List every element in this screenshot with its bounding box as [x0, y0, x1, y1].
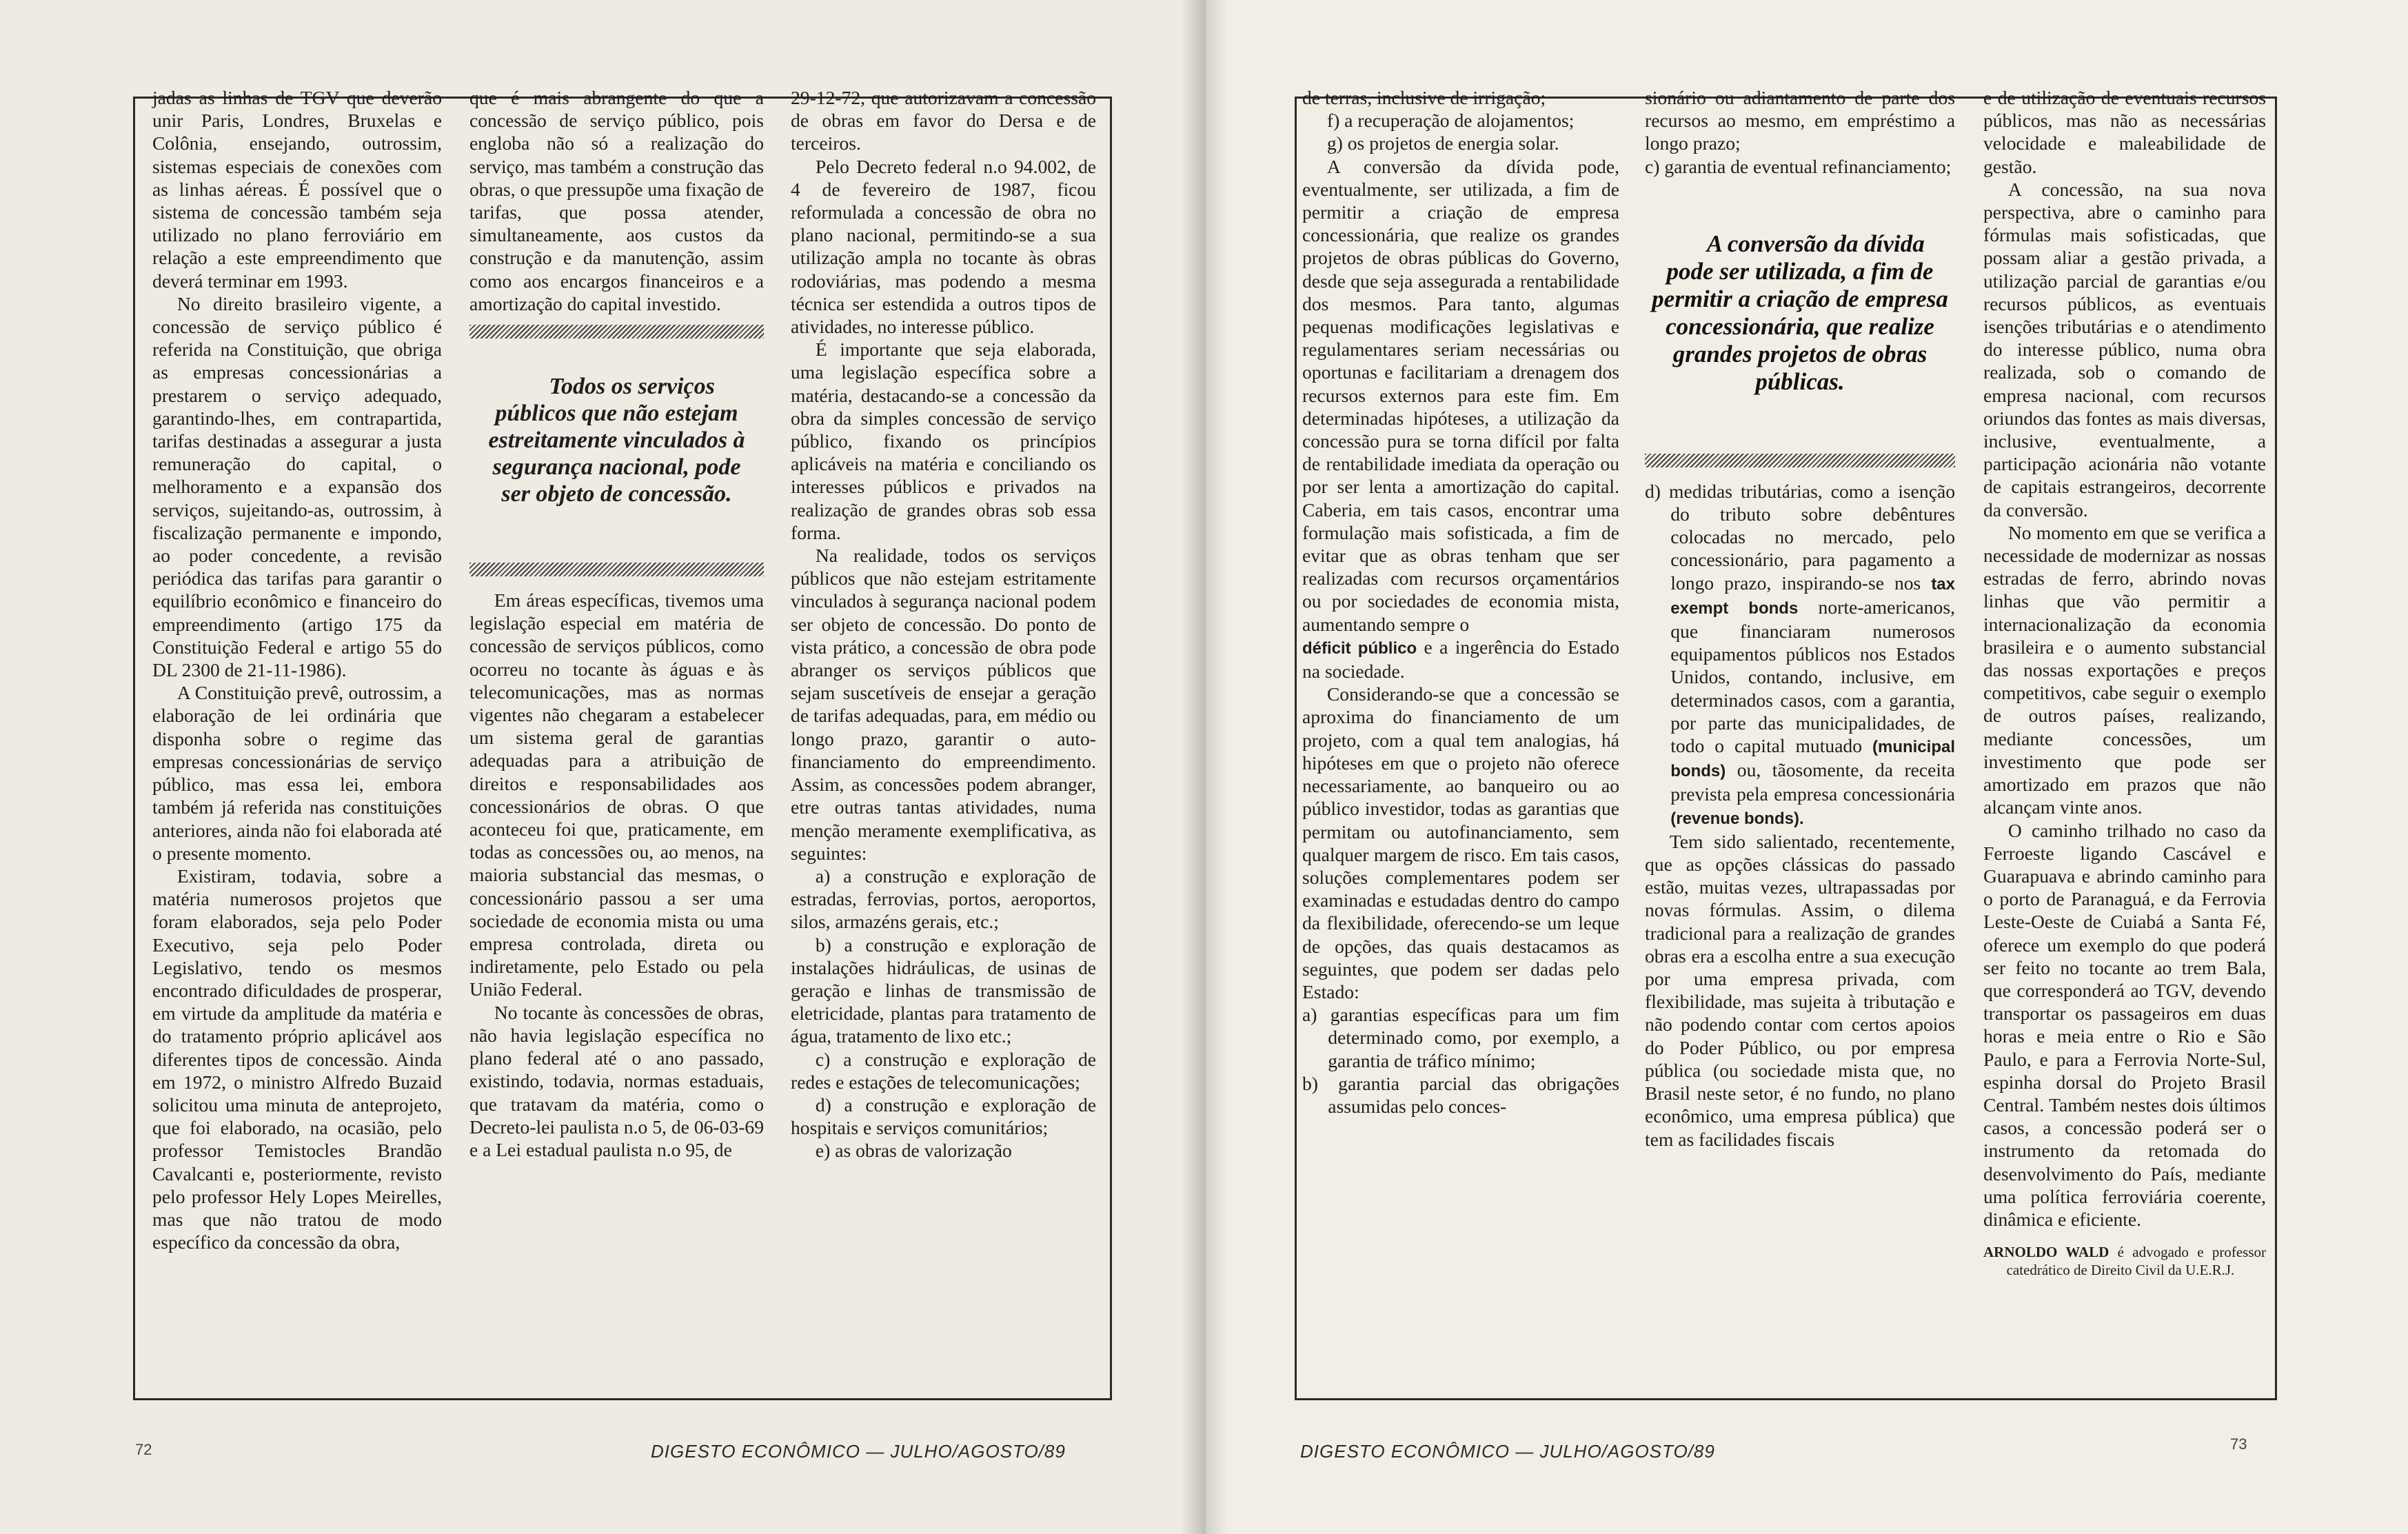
- paragraph: É importante que seja elaborada, uma legislação específica sobre a matéria, destacando-se a concessão da obra da simples concessão de serviço público, fixando os princípios aplicáveis na matéria e conciliando os interesses públicos e privados na realização de grandes obras sob essa forma.: [791, 339, 1096, 543]
- page-number: 72: [135, 1441, 152, 1458]
- left-column-3: [791, 86, 1096, 1162]
- paragraph: Existiram, todavia, sobre a matéria numerosos projetos que foram elaborados, seja pelo Poder Executivo, seja pelo Poder Legislativo, tendo os mesmos encontrado dificuldades de prosperar, em virtude da amplitude da matéria e do tratamento próprio aplicável aos diferentes tipos de concessão. Ainda em 1972, o ministro Alfredo Buzaid solicitou uma minuta de anteprojeto, que foi elaborado, na ocasião, pelo professor Temistocles Brandão Cavalcanti e, posteriormente, revisto pelo professor Hely Lopes Meirelles, mas que não tratou de modo específico da concessão da obra,: [152, 865, 442, 1253]
- list-item: a) garantias específicas para um fim determinado como, por exemplo, a garantia de tráfico mínimo;: [1302, 1004, 1619, 1071]
- pull-quote: A conversão da dívida pode ser utilizada, a fim de permitir a criação de empresa concessionária, que realize grandes projetos de obras públicas.: [1652, 230, 1948, 395]
- author-bio: é advogado e professor catedrático de Direito Civil da U.E.R.J.: [2006, 1244, 2267, 1279]
- paragraph: sionário ou adiantamento de parte dos recursos ao mesmo, em empréstimo a longo prazo;: [1645, 87, 1955, 154]
- paragraph: O caminho trilhado no caso da Ferroeste ligando Cascável e Guarapuava e abrindo caminho para o porto de Paranaguá, e da Ferrovia Leste-Oeste de Cuiabá a Santa Fé, oferece um exemplo do que poderá ser feito no tocante ao trem Bala, que corresponderá ao TGV, devendo transportar os passageiros em duas horas e meia entre o Rio e São Paulo, e para a Ferrovia Norte-Sul, espinha dorsal do Projeto Brasil Central. Também nestes dois últimos casos, a concessão poderá ser o instrumento da retomada do desenvolvimento do País, mediante uma política ferroviária coerente, dinâmica e eficiente.: [1983, 819, 2266, 1230]
- inline-text: norte-americanos, que financiaram numerosos equipamentos públicos nos Estados Unidos, contando, inclusive, em determinados casos, com a garantia, por parte das municipalidades, de todo o capital mutuado: [1670, 596, 1955, 757]
- footer-title: DIGESTO ECONÔMICO — JULHO/AGOSTO/89: [651, 1441, 1066, 1462]
- hatched-divider: [469, 563, 764, 576]
- hatched-divider: [469, 325, 764, 339]
- options-list-cont: [1645, 155, 1955, 178]
- hatched-divider: [1645, 454, 1955, 467]
- paragraph: 29-12-72, que autorizavam a concessão de obras em favor do Dersa e de terceiros.: [791, 87, 1096, 154]
- paragraph: A concessão, na sua nova perspectiva, abre o caminho para fórmulas mais sofisticadas, que possam aliar a gestão privada, a utilização parcial de garantias e/ou recursos públicos, as eventuais isenções tributárias e o atendimento do interesse público, numa obra realizada, sob o comando de empresa nacional, com recursos oriundos das fontes as mais diversas, inclusive, eventualmente, a participação acionária não votante de capitais estrangeiros, decorrente da conversão.: [1983, 178, 2266, 521]
- bond-term: (revenue bonds).: [1670, 809, 1804, 828]
- inline-text: e a ingerência do Estado na sociedade.: [1302, 636, 1619, 683]
- right-column-2: [1645, 86, 1955, 1151]
- paragraph: jadas as linhas de TGV que deverão unir Paris, Londres, Bruxelas e Colônia, ensejando, outrossim, sistemas especiais de conexões com as linhas aéreas. É possível que o sistema de concessão também seja utilizado no plano ferroviário em relação a este empreendimento que deverá terminar em 1993.: [152, 87, 442, 292]
- tax-measures-item: [1645, 480, 1955, 830]
- list-item: [1645, 480, 1955, 830]
- list-item: f) a recuperação de alojamentos;: [1326, 110, 1575, 132]
- paragraph: Tem sido salientado, recentemente, que as opções clássicas do passado estão, muitas vezes, ultrapassadas por novas fórmulas. Assim, o dilema tradicional para a realização de grandes obras era a escolha entre a sua execução por uma empresa privada, com flexibilidade, mas sujeita à tributação e não podendo contar com certos apoios do Poder Público, ou por empresa pública (ou sociedade mista que, no Brasil neste setor, é no fundo, no plano econômico, uma empresa pública) que tem as facilidades fiscais: [1645, 830, 1955, 1150]
- list-item: b) a construção e exploração de instalações hidráulicas, de usinas de geração e linhas de transmissão de eletricidade, plantas para tratamento de água, tratamento de lixo etc.;: [791, 933, 1096, 1047]
- paragraph: e de utilização de eventuais recursos públicos, mas não as necessárias velocidade e maleabilidade de gestão.: [1983, 87, 2266, 177]
- paragraph-continued: [1302, 636, 1619, 683]
- pull-quote: Todos os serviços públicos que não estejam estreitamente vinculados à segurança nacional, pode ser objeto de concessão.: [488, 374, 745, 507]
- left-column-1: [152, 86, 442, 1253]
- paragraph: A conversão da dívida pode, eventualmente, ser utilizada, a fim de permitir a criação de empresa concessionária, que realize os grandes projetos de obras públicas do Governo, desde que seja assegurada a rentabilidade dos mesmos. Para tanto, algumas pequenas modificações legislativas e regulamentares seriam necessárias ou oportunas e facilitariam a drenagem dos recursos externos para este fim. Em determinadas hipóteses, a utilização da concessão pura se torna difícil por falta de rentabilidade imediata da operação ou por ser lenta a amortização do capital. Caberia, em tais casos, encontrar uma formulação mais sofisticada, a fim de evitar que as obras tenham que ser realizadas com recursos orçamentários ou por sociedades de economia mista, aumentando sempre o: [1302, 155, 1619, 635]
- paragraph: Considerando-se que a concessão se aproxima do financiamento de um projeto, com a qual tem analogias, há hipóteses em que o projeto não oferece necessariamente, ao banqueiro ou ao público investidor, todas as garantias que permitam ou autofinanciamento, sem qualquer margem de risco. Em tais casos, soluções complementares podem ser examinadas e estudadas dentro do campo da flexibilidade, oferecendo-se um leque de opções, das quais destacamos as seguintes, que podem ser dadas pelo Estado:: [1302, 683, 1619, 1002]
- paragraph: No direito brasileiro vigente, a concessão de serviço público é referida na Constituição, que obriga as empresas concessionárias a prestarem o serviço adequado, garantindo-lhes, em contrapartida, tarifas destinadas a assegurar a justa remuneração do capital, o melhoramento e a expansão dos serviços, sujeitando-as, outrossim, à fiscalização permanente e impondo, ao poder concedente, a revisão periódica das tarifas para garantir o equilíbrio econômico e financeiro do empreendimento (artigo 175 da Constituição Federal e artigo 55 do DL 2300 de 21-11-1986).: [152, 292, 442, 681]
- inline-text: ou, tãosomente, da receita prevista pela empresa concessionária: [1670, 759, 1956, 805]
- paragraph: No momento em que se verifica a necessidade de modernizar as nossas estradas de ferro, abrindo novas linhas que vão permitir a internacionalização da economia brasileira e o aumento substancial das nossas exportações e preços competitivos, cabe seguir o exemplo de outros países, realizando, mediante concessões, um investimento que pode ser amortizado em prazos que não alcançam vinte anos.: [1983, 521, 2266, 818]
- book-gutter-shadow: [1180, 0, 1228, 1534]
- paragraph: Em áreas específicas, tivemos uma legislação especial em matéria de concessão de serviços públicos, como ocorreu no tocante às águas e às telecomunicações, mas as normas vigentes não chegaram a estabelecer um sistema geral de garantias adequadas para a atribuição de direitos e responsabilidades aos concessionários de obras. O que aconteceu foi que, praticamente, em todas as concessões ou, ao menos, na maioria substancial das mesmas, o concessionário passou a ser uma sociedade de economia mista ou uma empresa controlada, direta ou indiretamente, pelo Estado ou pela União Federal.: [469, 589, 764, 1000]
- paragraph: A Constituição prevê, outrossim, a elaboração de lei ordinária que disponha sobre o regime das empresas concessionárias de serviço público, mas essa lei, embora também já referida nas constituições anteriores, ainda não foi elaborada até o presente momento.: [152, 682, 442, 864]
- paragraph: Pelo Decreto federal n.o 94.002, de 4 de fevereiro de 1987, ficou reformulada a concessão de obra no plano nacional, permitindo-se a sua utilização ampla no tocante às obras rodoviárias, mas podendo a mesma técnica ser estendida a outros tipos de atividades, no interesse público.: [791, 155, 1096, 338]
- author-note: [1983, 1243, 2266, 1279]
- paragraph: que é mais abrangente do que a concessão de serviço público, pois engloba não só a realização do serviço, mas também a construção das obras, o que pressupõe uma fixação de tarifas, que possa atender, simultaneamente, aos custos da construção e da manutenção, assim como aos encargos financeiros e a amortização do capital investido.: [469, 87, 764, 314]
- list-item: d) a construção e exploração de hospitais e serviços comunitários;: [791, 1093, 1096, 1139]
- bond-term: tax exempt bonds: [1670, 574, 1955, 618]
- page-number: 73: [2230, 1435, 2247, 1453]
- list-item: b) garantia parcial das obrigações assumidas pelo conces-: [1302, 1072, 1619, 1117]
- right-page: [1204, 0, 2408, 1534]
- right-column-3: [1983, 86, 2266, 1279]
- paragraph: Na realidade, todos os serviços públicos que não estejam estritamente vinculados à segurança nacional podem ser objeto de concessão. Do ponto de vista prático, a concessão de obra pode abranger os serviços públicos que sejam suscetíveis de ensejar a geração de tarifas adequadas, para, em médio ou longo prazo, garantir o auto-financiamento do empreendimento. Assim, as concessões podem abranger, etre outras tantas atividades, numa menção meramente exemplificativa, as seguintes:: [791, 545, 1096, 864]
- inline-text: d) medidas tributárias, como a isenção do tributo sobre debêntures colocadas no mercado, pelo concessionário, para pagamento a longo prazo, inspirando-se nos: [1645, 480, 1955, 594]
- list-item: c) garantia de eventual refinanciamento;: [1645, 155, 1952, 177]
- list-item: c) a construção e exploração de redes e estações de telecomunicações;: [791, 1048, 1096, 1093]
- options-list: [1302, 1003, 1619, 1118]
- list-item: e) as obras de valorização: [815, 1140, 1012, 1162]
- list-item: a) a construção e exploração de estradas, ferrovias, portos, aeroportos, silos, armazéns gerais, etc.;: [791, 865, 1096, 933]
- deficit-term: déficit público: [1302, 638, 1417, 658]
- left-column-2: [469, 86, 764, 1161]
- concession-list: [791, 865, 1096, 1162]
- paragraph: de terras, inclusive de irrigação;: [1302, 87, 1546, 108]
- footer-title: DIGESTO ECONÔMICO — JULHO/AGOSTO/89: [1300, 1441, 1715, 1462]
- author-name: ARNOLDO WALD: [1983, 1244, 2109, 1261]
- bond-term: (municipal bonds): [1670, 738, 1955, 781]
- list-item: g) os projetos de energia solar.: [1326, 132, 1559, 154]
- paragraph: No tocante às concessões de obras, não havia legislação específica no plano federal até o ano passado, existindo, todavia, normas estaduais, que tratavam da matéria, como o Decreto-lei paulista n.o 5, de 06-03-69 e a Lei estadual paulista n.o 95, de: [469, 1001, 764, 1160]
- right-column-1: [1302, 86, 1619, 1118]
